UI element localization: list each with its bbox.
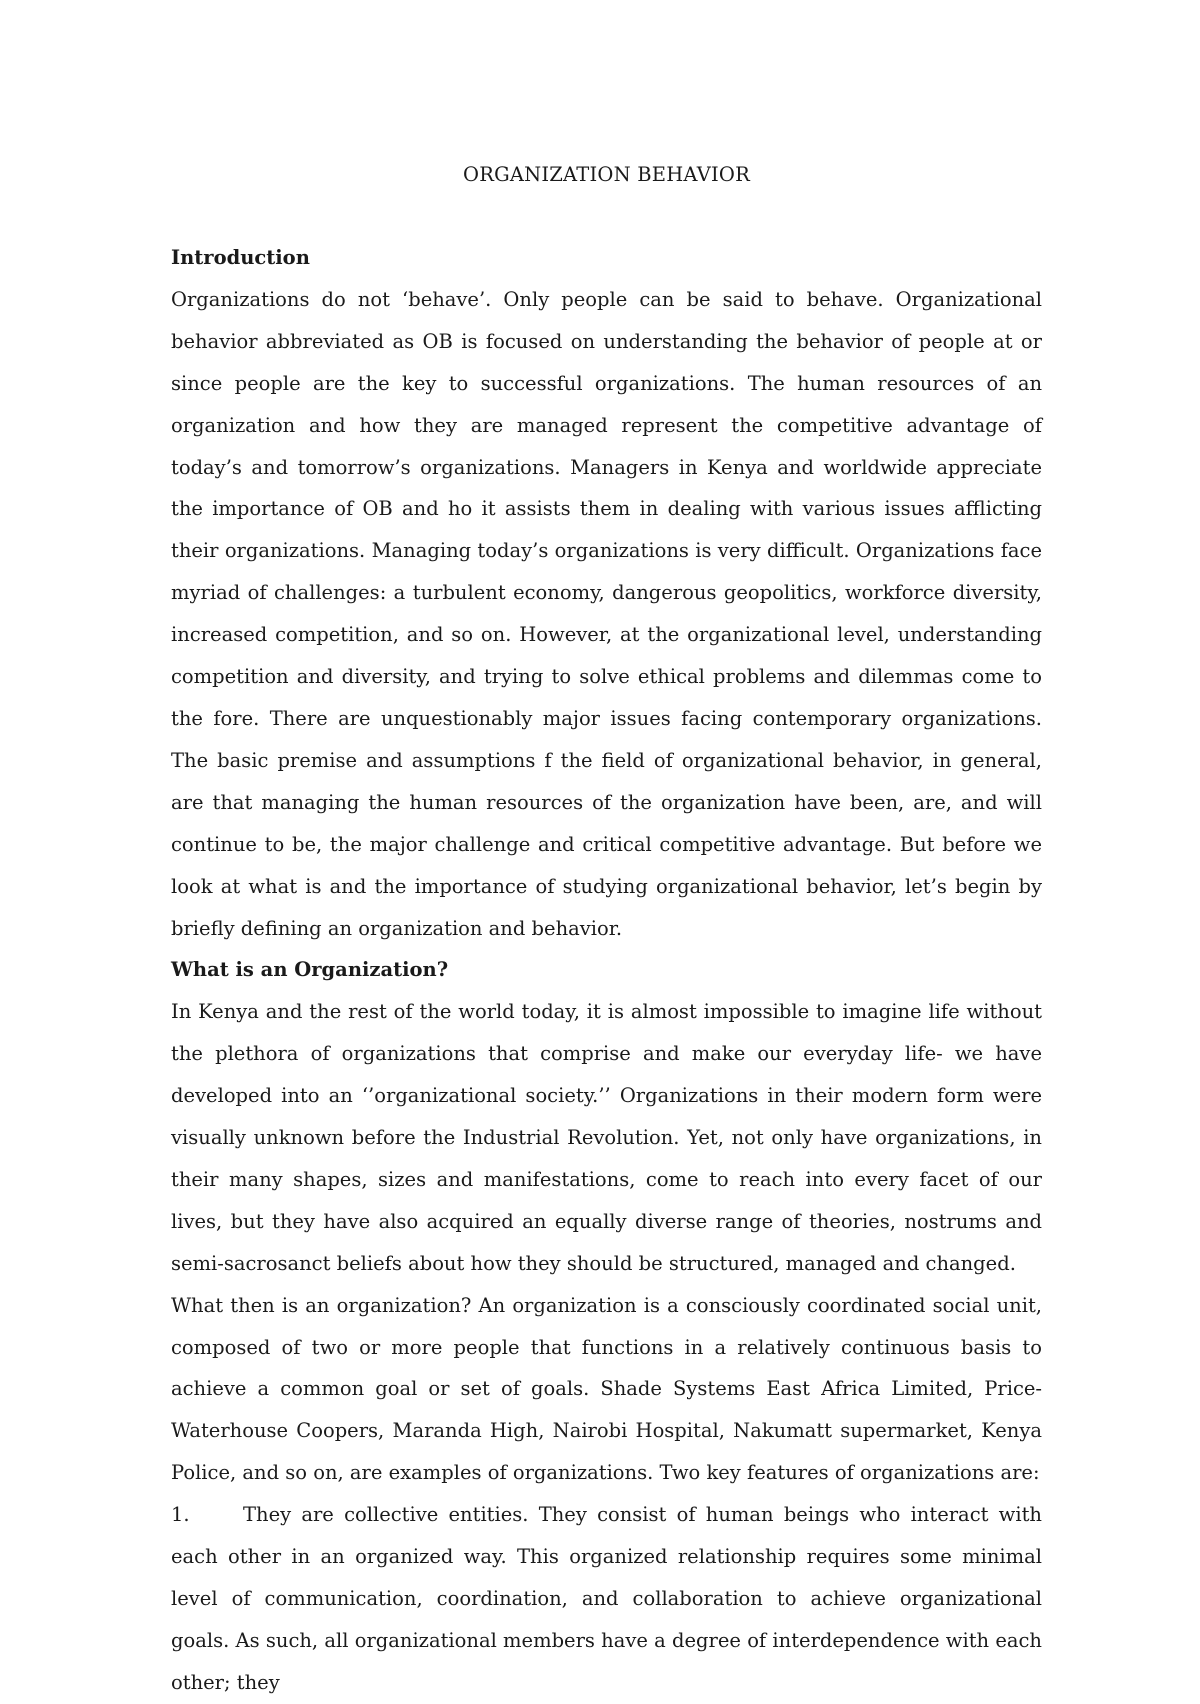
paragraph-organization-2: What then is an organization? An organization is a consciously coordinated social unit, composed of two or more people that functions in a relatively continuous basis to achieve a common goal or set of goals. Shade Systems East Africa Limited, Price-Waterhouse Coopers, Maranda High, Nairobi Hospital, Nakumatt supermarket, Kenya Police, and so on, are examples of organizations. Two key features of organizations are: [171,1293,1042,1485]
paragraph-organization-1: In Kenya and the rest of the world today, it is almost impossible to imagine life without the plethora of organizations that comprise and make our everyday life- we have developed into an ‘’organizational society.’’ Organizations in their modern form were visually unknown before the Industrial Revolution. Yet, not only have organizations, in their many shapes, sizes and manifestations, come to reach into every facet of our lives, but they have also acquired an equally diverse range of theories, nostrums and semi-sacrosanct beliefs about how they should be structured, managed and changed. [171,1000,1042,1275]
section-heading-introduction: Introduction [171,246,310,269]
document-body [171,154,1042,1704]
paragraph-introduction: Organizations do not ‘behave’. Only people can be said to behave. Organizational behavior abbreviated as OB is focused on understanding the behavior of people at or since people are the key to successful organizations. The human resources of an organization and how they are managed represent the competitive advantage of today’s and tomorrow’s organizations. Managers in Kenya and worldwide appreciate the importance of OB and ho it assists them in dealing with various issues afflicting their organizations. Managing today’s organizations is very difficult. Organizations face myriad of challenges: a turbulent economy, dangerous geopolitics, workforce diversity, increased competition, and so on. However, at the organizational level, understanding competition and diversity, and trying to solve ethical problems and dilemmas come to the fore. There are unquestionably major issues facing contemporary organizations. The basic premise and assumptions f the field of organizational behavior, in general, are that managing the human resources of the organization have been, are, and will continue to be, the major challenge and critical competitive advantage. But before we look at what is and the importance of studying organizational behavior, let’s begin by briefly defining an organization and behavior. [171,287,1042,940]
list-item-text: They are collective entities. They consist of human beings who interact with each other in an organized way. This organized relationship requires some minimal level of communication, coordination, and collaboration to achieve organizational goals. As such, all organizational members have a degree of interdependence with each other; they [171,1503,1042,1694]
list-item-number: 1. [171,1503,190,1527]
document-title: ORGANIZATION BEHAVIOR [463,163,750,186]
section-heading-what-is-organization: What is an Organization? [171,958,449,982]
list-item [171,1494,1042,1704]
